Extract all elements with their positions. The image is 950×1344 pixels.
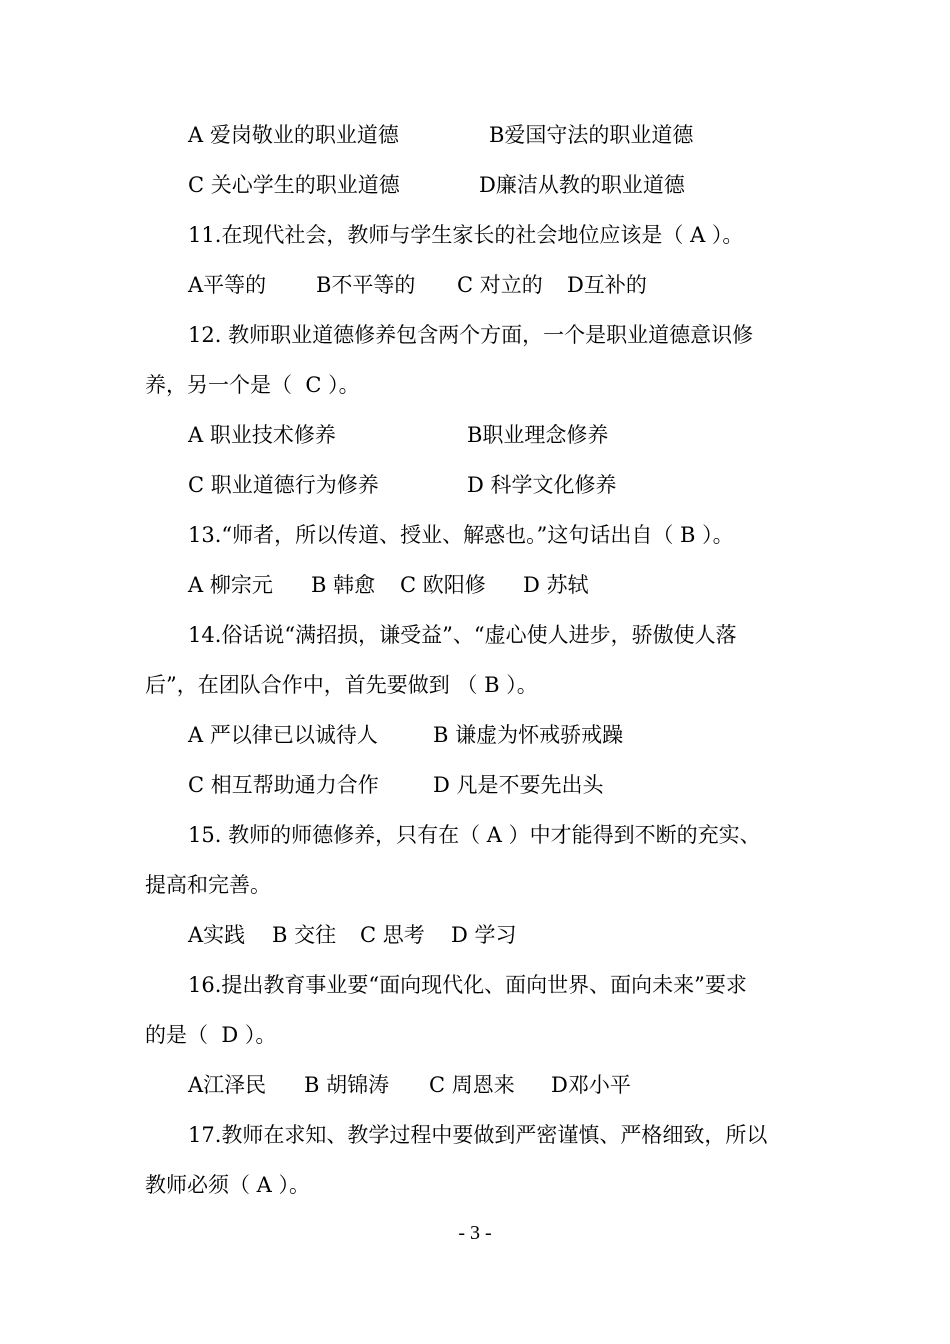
option-a: A 柳宗元 (188, 573, 273, 597)
question-13: 13.“师者，所以传道、授业、解惑也。”这句话出自（ B ）。 (188, 523, 734, 547)
question-15-cont: 提高和完善。 (145, 873, 271, 897)
option-a: A江泽民 (188, 1073, 267, 1097)
option-b: B 胡锦涛 (304, 1073, 390, 1097)
question-14: 14.俗话说“满招损，谦受益”、“虚心使人进步，骄傲使人落 (188, 623, 737, 647)
option-a: A实践 (188, 923, 246, 947)
question-12-cont: 养，另一个是（ C ）。 (145, 373, 360, 397)
option-d: D互补的 (567, 273, 647, 297)
option-d: D 学习 (451, 923, 517, 947)
option-c: C 职业道德行为修养 (188, 473, 379, 497)
option-b: B爱国守法的职业道德 (489, 123, 694, 147)
option-a: A 严以律已以诚待人 (188, 723, 378, 747)
option-a: A 职业技术修养 (188, 423, 336, 447)
option-d: D廉洁从教的职业道德 (479, 173, 685, 197)
option-b: B 谦虚为怀戒骄戒躁 (433, 723, 624, 747)
page-number: - 3 - (458, 1222, 492, 1244)
question-14-cont: 后”，在团队合作中，首先要做到 （ B ）。 (145, 673, 538, 697)
option-a: A 爱岗敬业的职业道德 (188, 123, 399, 147)
option-c: C 周恩来 (429, 1073, 515, 1097)
option-c: C 欧阳修 (400, 573, 486, 597)
option-c: C 对立的 (457, 273, 543, 297)
option-b: B职业理念修养 (467, 423, 609, 447)
option-c: C 相互帮助通力合作 (188, 773, 379, 797)
question-12: 12. 教师职业道德修养包含两个方面，一个是职业道德意识修 (188, 323, 754, 347)
question-15: 15. 教师的师德修养，只有在（ A ）中才能得到不断的充实、 (188, 823, 761, 847)
question-17-cont: 教师必须（ A ）。 (145, 1173, 311, 1197)
option-b: B不平等的 (316, 273, 416, 297)
question-11: 11.在现代社会，教师与学生家长的社会地位应该是（ A ）。 (188, 223, 744, 247)
option-b: B 韩愈 (311, 573, 376, 597)
option-c: C 思考 (360, 923, 425, 947)
option-d: D 科学文化修养 (467, 473, 617, 497)
option-d: D 苏轼 (523, 573, 589, 597)
question-17: 17.教师在求知、教学过程中要做到严密谨慎、严格细致，所以 (188, 1123, 768, 1147)
option-c: C 关心学生的职业道德 (188, 173, 400, 197)
option-b: B 交往 (272, 923, 337, 947)
option-d: D 凡是不要先出头 (433, 773, 604, 797)
question-16: 16.提出教育事业要“面向现代化、面向世界、面向未来”要求 (188, 973, 747, 997)
option-a: A平等的 (188, 273, 267, 297)
question-16-cont: 的是（ D ）。 (145, 1023, 277, 1047)
option-d: D邓小平 (551, 1073, 631, 1097)
